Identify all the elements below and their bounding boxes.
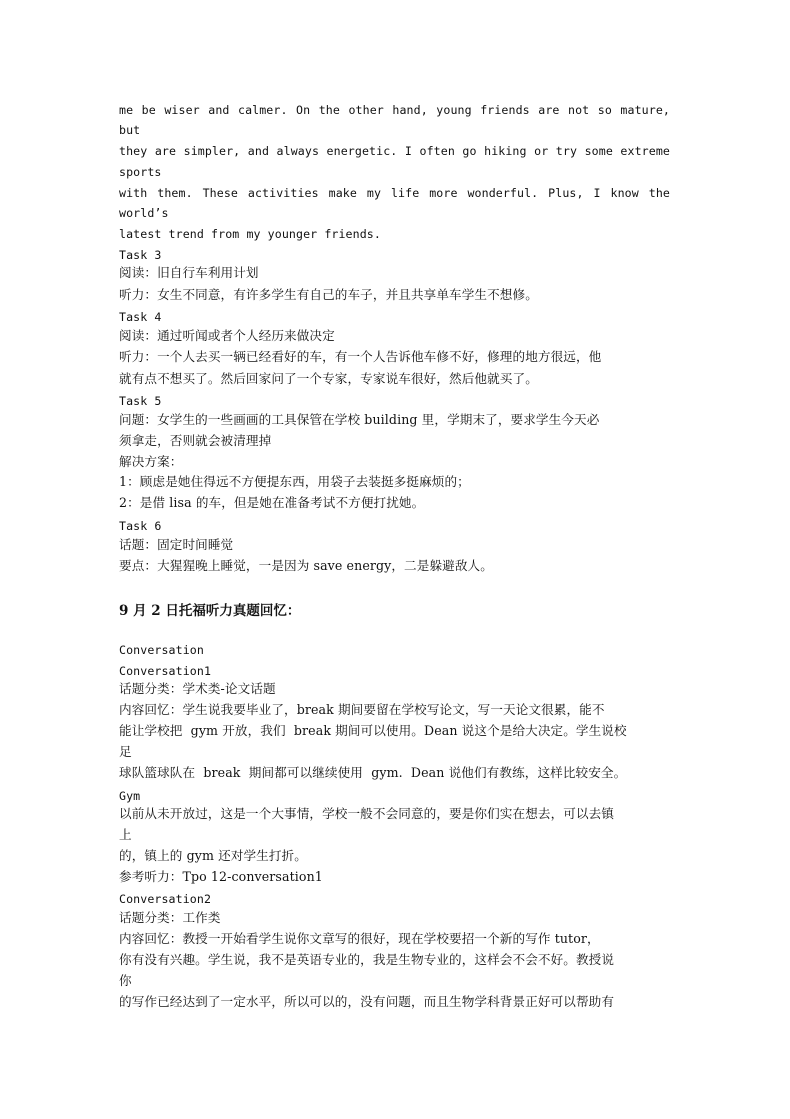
- task-listening: 听力：女生不同意，有许多学生有自己的车子，并且共享单车学生不想修。: [119, 287, 538, 302]
- content-recall: 内容回忆：教授一开始看学生说你文章写的很好，现在学校要招一个新的写作 tutor，: [119, 931, 600, 946]
- topic-category: 话题分类：工作类: [119, 910, 221, 925]
- solution-item: 1：顾虑是她住得远不方便提东西，用袋子去装挺多挺麻烦的；: [119, 474, 470, 489]
- paragraph-line: sports: [119, 165, 162, 179]
- content-recall: 内容回忆：学生说我要毕业了，break 期间要留在学校写论文，写一天论文很累，能不: [119, 702, 605, 717]
- solution-heading: 解决方案：: [119, 454, 183, 469]
- task-question: 须拿走，否则就会被清理掉: [119, 433, 272, 448]
- solution-item: 2：是借 lisa 的车，但是她在准备考试不方便打扰她。: [119, 495, 425, 510]
- task-listening: 听力：一个人去买一辆已经看好的车，有一个人告诉他车修不好，修理的地方很远，他: [119, 349, 602, 364]
- content-recall: Gym: [119, 789, 141, 803]
- paragraph-line: they are simpler, and always energetic. I often go hiking or try some extreme: [119, 144, 670, 158]
- task-heading: Task 6: [119, 519, 162, 533]
- content-recall: 你有没有兴趣。学生说，我不是英语专业的，我是生物专业的，这样会不会不好。教授说: [119, 952, 615, 967]
- content-recall: 你: [119, 973, 132, 988]
- task-heading: Task 5: [119, 394, 162, 408]
- reference-listening: 参考听力：Tpo 12-conversation1: [119, 869, 323, 884]
- task-topic: 话题：固定时间睡觉: [119, 537, 234, 552]
- content-recall: 的写作已经达到了一定水平，所以可以的，没有问题，而且生物学科背景正好可以帮助有: [119, 994, 615, 1009]
- content-recall: 能让学校把 gym 开放，我们 break 期间可以使用。Dean 说这个是给大决定。学生说校: [119, 723, 627, 738]
- conversation-heading: Conversation2: [119, 892, 212, 906]
- subsection-heading: Conversation: [119, 643, 204, 657]
- paragraph-line: me be wiser and calmer. On the other hand, young friends are not so mature,: [119, 103, 670, 117]
- task-question: 问题：女学生的一些画画的工具保管在学校 building 里，学期末了，要求学生今天必: [119, 412, 600, 427]
- content-recall: 的，镇上的 gym 还对学生打折。: [119, 848, 307, 863]
- content-recall: 足: [119, 744, 132, 759]
- paragraph-line: with them. These activities make my life more wonderful. Plus, I know the: [119, 186, 670, 200]
- task-reading: 阅读：通过听闻或者个人经历来做决定: [119, 328, 335, 343]
- task-reading: 阅读：旧自行车利用计划: [119, 265, 259, 280]
- content-recall: 上: [119, 827, 132, 842]
- paragraph-line: but: [119, 123, 141, 137]
- task-heading: Task 3: [119, 248, 162, 262]
- task-points: 要点：大猩猩晚上睡觉，一是因为 save energy，二是躲避敌人。: [119, 558, 493, 573]
- topic-category: 话题分类：学术类-论文话题: [119, 681, 276, 696]
- paragraph-line: latest trend from my younger friends.: [119, 227, 381, 241]
- paragraph-line: world’s: [119, 206, 169, 220]
- content-recall: 以前从未开放过，这是一个大事情，学校一般不会同意的，要是你们实在想去，可以去镇: [119, 806, 615, 821]
- conversation-heading: Conversation1: [119, 664, 212, 678]
- content-recall: 球队篮球队在 break 期间都可以继续使用 gym. Dean 说他们有教练，这样比较安全。: [119, 765, 627, 780]
- section-heading: 9 月 2 日托福听力真题回忆：: [119, 603, 301, 619]
- task-listening: 就有点不想买了。然后回家问了一个专家，专家说车很好，然后他就买了。: [119, 371, 538, 386]
- task-heading: Task 4: [119, 310, 162, 324]
